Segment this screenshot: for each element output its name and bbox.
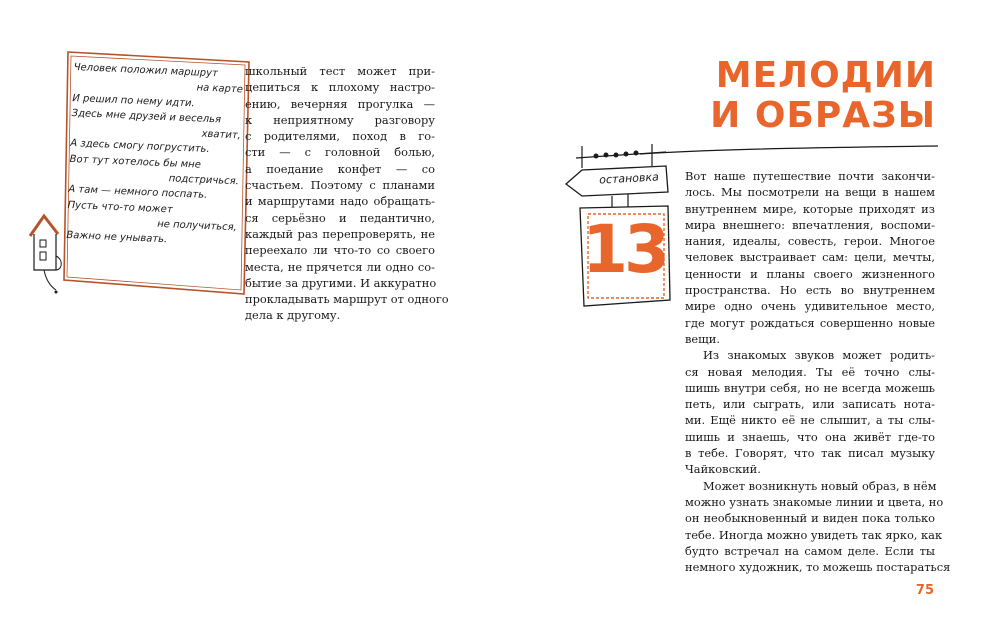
poem-line: Здесь мне друзей и веселья — [71, 107, 222, 126]
text-line: счастьем. Поэтому с планами — [245, 178, 435, 193]
text-line: Чайковский. — [685, 462, 761, 477]
text-line: бытие за другими. И аккуратно — [245, 275, 437, 290]
poem-line: хватит, — [201, 128, 242, 142]
stop-label: остановка — [598, 170, 660, 187]
stop-number: 13 — [582, 211, 666, 288]
right-text-column — [685, 168, 951, 575]
text-line: цепиться к плохому настро- — [245, 80, 435, 95]
text-line: с родителями, поход в го- — [245, 129, 435, 144]
text-line: школьный тест может при- — [245, 64, 435, 78]
text-line: немного художник, то можешь постараться — [685, 560, 951, 575]
poem — [66, 60, 244, 251]
text-line: в тебе. Говорят, что так писал музыку — [685, 446, 935, 461]
text-line: петь, или сыграть, или записать нота- — [685, 397, 935, 412]
poem-line: Вот тут хотелось бы мне — [69, 153, 202, 171]
text-line: дела к другому. — [245, 308, 341, 323]
text-line: будто встречал на самом деле. Если ты — [685, 543, 935, 558]
text-line: можно узнать знакомые линии и цвета, но — [685, 494, 944, 509]
poem-line: Человек положил маршрут — [73, 61, 219, 80]
text-line: вещи. — [685, 331, 720, 346]
page-number: 75 — [915, 583, 934, 598]
text-line: нания, идеалы, совесть, герои. Многое — [685, 234, 935, 249]
text-line: места, не прячется ли одно со- — [245, 259, 435, 274]
text-line: и маршрутами надо обращать- — [245, 194, 435, 209]
poem-line: не получиться, — [157, 218, 238, 234]
poem-line: подстричься. — [168, 173, 240, 188]
text-line: мире одно очень удивительное место, — [685, 299, 935, 314]
text-line: каждый раз перепроверять, не — [245, 226, 435, 241]
text-line: ценности и планы своего жизненного — [685, 266, 935, 281]
text-line: тебе. Иногда можно увидеть так ярко, как — [685, 527, 943, 542]
heading-line: МЕЛОДИИ — [715, 55, 936, 96]
text-line: шишь и знаешь, что она живёт где-то — [685, 429, 935, 444]
poem-line: Важно не унывать. — [66, 230, 168, 246]
text-line: пространства. Но есть во внутреннем — [685, 283, 935, 298]
text-line: ми. Ещё никто её не слышит, а ты слы- — [685, 413, 935, 428]
text-line: внутреннем мире, которые приходят из — [685, 201, 935, 216]
text-line: Может возникнуть новый образ, в нём — [703, 478, 937, 493]
text-line: переехало ли что-то со своего — [245, 243, 435, 258]
text-line: прокладывать маршрут от одного — [245, 292, 449, 307]
heading-line: И ОБРАЗЫ — [710, 95, 936, 136]
text-line: человек выстраивает сам: цели, мечты, — [685, 250, 935, 265]
poem-line: Пусть что-то может — [67, 199, 173, 216]
text-line: мира внешнего: впечатления, воспоми- — [685, 217, 935, 232]
poem-line: А здесь смогу погрустить. — [70, 138, 210, 156]
poem-line: на карте — [196, 82, 244, 96]
chapter-heading — [710, 56, 936, 136]
text-line: а поедание конфет — со — [245, 161, 435, 176]
text-line: ению, вечерняя прогулка — — [245, 96, 435, 111]
divider-line — [640, 140, 940, 160]
text-line: сти — с головной болью, — [245, 145, 435, 160]
text-line: где могут рождаться совершенно новые — [685, 315, 935, 330]
text-line: Вот наше путешествие почти закончи- — [685, 169, 935, 183]
poem-line: А там — немного поспать. — [68, 184, 208, 202]
text-line: он необыкновенный и виден пока только — [685, 511, 935, 526]
text-line: лось. Мы посмотрели на вещи в нашем — [685, 185, 935, 200]
text-line: ся серьёзно и педантично, — [245, 210, 435, 225]
poem-line: И решил по нему идти. — [72, 92, 195, 109]
text-line: шишь внутри себя, но не всегда можешь — [685, 380, 935, 395]
text-line: ся новая мелодия. Ты её точно слы- — [685, 364, 935, 379]
left-text-column — [245, 63, 449, 324]
text-line: Из знакомых звуков может родить- — [703, 348, 935, 363]
text-line: к неприятному разговору — [245, 112, 435, 127]
